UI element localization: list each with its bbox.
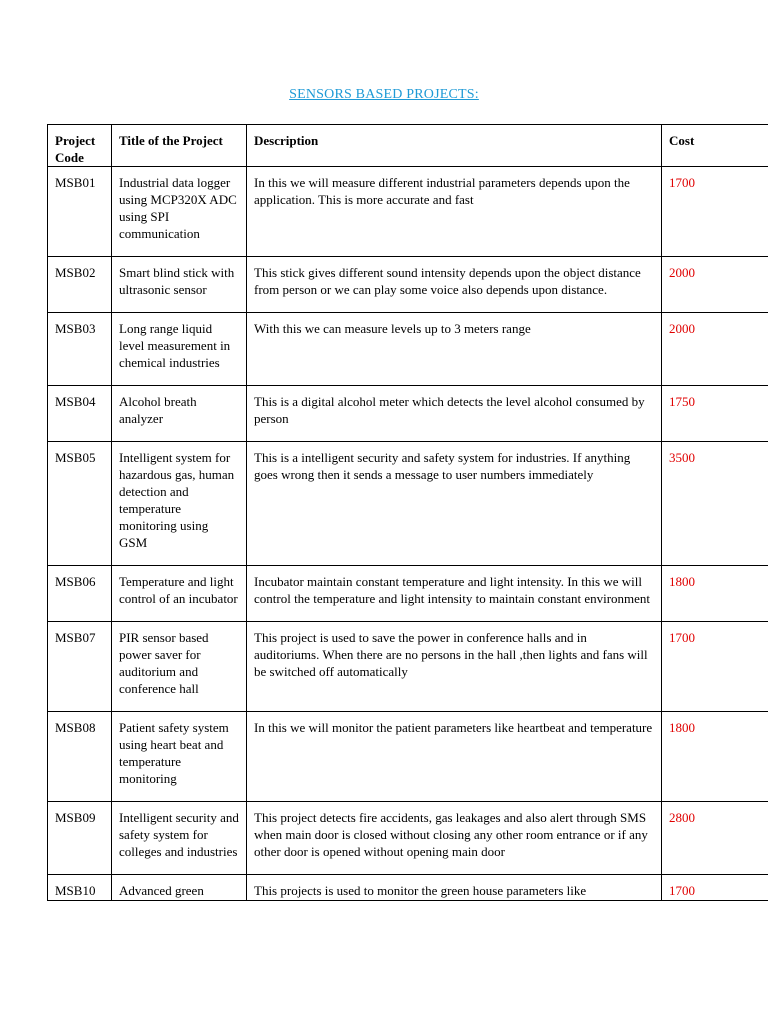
project-cost: 3500: [662, 442, 768, 566]
header-cost: Cost: [662, 125, 768, 167]
project-description: [247, 875, 662, 901]
projects-table: [47, 124, 768, 901]
project-description: This stick gives different sound intensity depends upon the object distance from person or we can play some voice also depends upon distance.: [247, 257, 662, 313]
header-project-code: Project Code: [48, 125, 112, 167]
header-title: Title of the Project: [112, 125, 247, 167]
project-code: MSB09: [48, 802, 112, 875]
table-row: [48, 442, 768, 566]
table-row: [48, 257, 768, 313]
project-description: This project detects fire accidents, gas leakages and also alert through SMS when main door is closed without closing any other room entrance or if any other door is opened without opening main door: [247, 802, 662, 875]
project-title: Patient safety system using heart beat and temperature monitoring: [112, 712, 247, 802]
project-cost: 1700: [662, 622, 768, 712]
project-description: This is a intelligent security and safety system for industries. If anything goes wrong then it sends a message to user numbers immediately: [247, 442, 662, 566]
project-title: Intelligent security and safety system for colleges and industries: [112, 802, 247, 875]
project-code-text: MSB10: [55, 883, 96, 898]
project-code: MSB05: [48, 442, 112, 566]
project-description-text: This projects is used to monitor the green house parameters like: [254, 883, 587, 898]
page-title: SENSORS BASED PROJECTS:: [289, 87, 479, 102]
project-cost: 2800: [662, 802, 768, 875]
project-title: Industrial data logger using MCP320X ADC using SPI communication: [112, 167, 247, 257]
project-cost-text: 1700: [669, 883, 695, 898]
project-cost: 2000: [662, 257, 768, 313]
project-code: MSB06: [48, 566, 112, 622]
project-description: This project is used to save the power in conference halls and in auditoriums. When there are no persons in the hall ,then lights and fans will be switched off automatically: [247, 622, 662, 712]
project-code: MSB04: [48, 386, 112, 442]
project-description: Incubator maintain constant temperature and light intensity. In this we will control the temperature and light intensity to maintain constant environment: [247, 566, 662, 622]
project-title: PIR sensor based power saver for auditorium and conference hall: [112, 622, 247, 712]
project-cost: 2000: [662, 313, 768, 386]
project-description: In this we will monitor the patient parameters like heartbeat and temperature: [247, 712, 662, 802]
table-row: [48, 622, 768, 712]
table-row: [48, 712, 768, 802]
project-title-text: Advanced green: [119, 883, 204, 898]
project-title: Temperature and light control of an incubator: [112, 566, 247, 622]
project-code: MSB01: [48, 167, 112, 257]
table-header-row: [48, 125, 768, 167]
project-description: In this we will measure different industrial parameters depends upon the application. This is more accurate and fast: [247, 167, 662, 257]
project-description: This is a digital alcohol meter which detects the level alcohol consumed by person: [247, 386, 662, 442]
table-row: [48, 167, 768, 257]
project-cost: 1800: [662, 566, 768, 622]
project-cost: 1800: [662, 712, 768, 802]
project-code: MSB03: [48, 313, 112, 386]
project-code: [48, 875, 112, 901]
table-row: [48, 875, 768, 901]
project-code: MSB07: [48, 622, 112, 712]
project-title: Alcohol breath analyzer: [112, 386, 247, 442]
project-cost: 1700: [662, 167, 768, 257]
table-row: [48, 566, 768, 622]
table-row: [48, 313, 768, 386]
project-title: Intelligent system for hazardous gas, human detection and temperature monitoring using GSM: [112, 442, 247, 566]
project-code: MSB02: [48, 257, 112, 313]
table-row: [48, 386, 768, 442]
project-code: MSB08: [48, 712, 112, 802]
table-row: [48, 802, 768, 875]
project-title: Smart blind stick with ultrasonic sensor: [112, 257, 247, 313]
header-description: Description: [247, 125, 662, 167]
project-description: With this we can measure levels up to 3 meters range: [247, 313, 662, 386]
project-title: [112, 875, 247, 901]
project-title: Long range liquid level measurement in chemical industries: [112, 313, 247, 386]
project-cost: [662, 875, 768, 901]
project-cost: 1750: [662, 386, 768, 442]
